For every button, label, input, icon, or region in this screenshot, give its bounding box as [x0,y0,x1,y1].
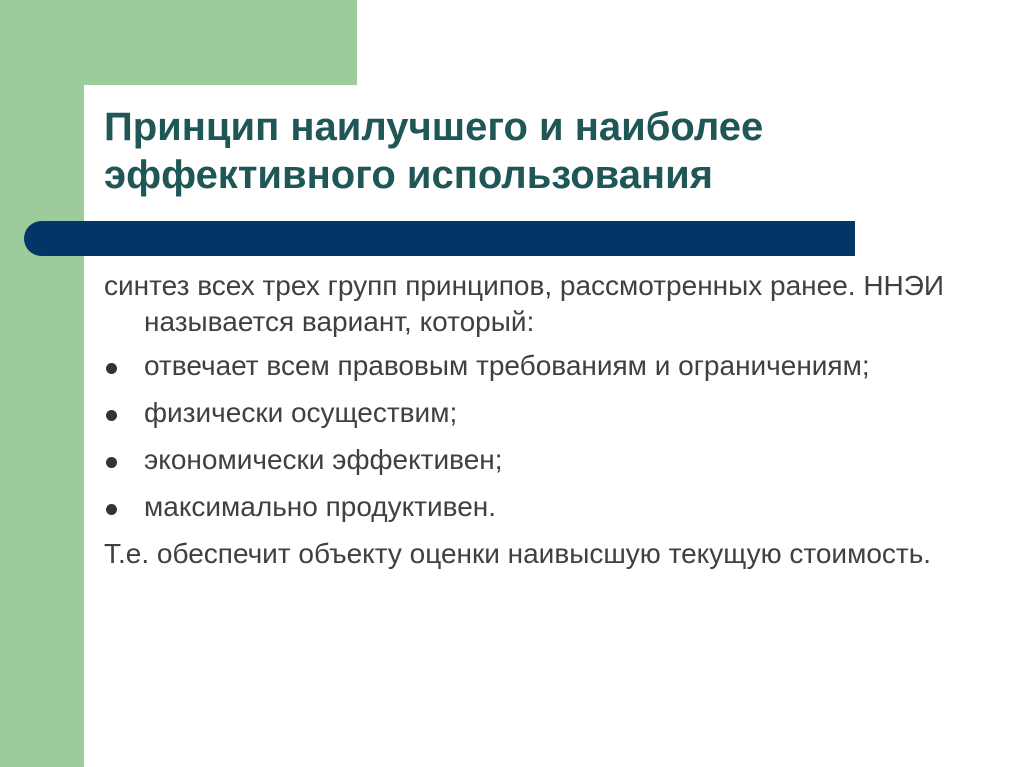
list-item-text: отвечает всем правовым требованиям и ограничениям; [144,350,870,381]
list-item-text: экономически эффективен; [144,444,503,475]
bullet-icon [106,410,117,421]
conclusion-paragraph: Т.е. обеспечит объекту оценки наивысшую текущую стоимость. [104,538,932,569]
list-item [104,489,984,525]
slide-body [104,268,984,580]
list-item [104,395,984,431]
slide-title: Принцип наилучшего и наиболее эффективного использования [104,105,764,197]
bullet-icon [106,504,117,515]
list-item-text: максимально продуктивен. [144,491,497,522]
list-item-text: физически осуществим; [144,397,458,428]
bullet-icon [106,457,117,468]
intro-paragraph: синтез всех трех групп принципов, рассмотренных ранее. ННЭИ называется вариант, который: [104,270,945,337]
list-item [104,442,984,478]
title-divider-bar [24,221,855,256]
bullet-icon [106,363,117,374]
criteria-list [104,348,984,525]
list-item [104,348,984,384]
decorative-green-bar-left [0,0,84,767]
